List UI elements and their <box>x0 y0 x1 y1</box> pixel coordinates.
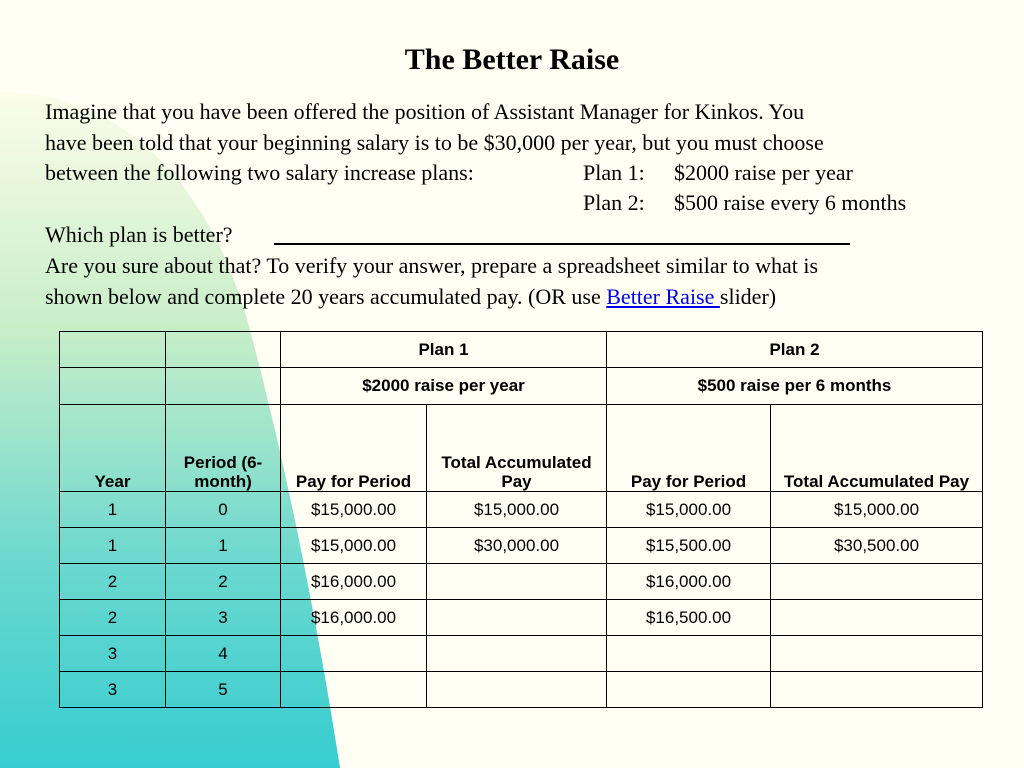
intro-line-7-end: slider) <box>719 284 777 309</box>
col-header-plan2-pay: Pay for Period <box>607 405 771 492</box>
cell-plan2-pay: $15,500.00 <box>607 528 771 564</box>
cell-plan2-total: $15,000.00 <box>771 492 983 528</box>
intro-line-1: Imagine that you have been offered the position of Assistant Manager for Kinkos. You <box>45 99 805 124</box>
col-header-plan2-total: Total Accumulated Pay <box>771 405 983 492</box>
intro-line-3: between the following two salary increase plans: <box>45 160 474 185</box>
cell-period: 1 <box>166 528 281 564</box>
table-row <box>60 672 983 708</box>
empty-cell <box>166 332 281 368</box>
cell-plan1-total <box>427 672 607 708</box>
col-header-period: Period (6-month) <box>166 405 281 492</box>
cell-year: 3 <box>60 636 166 672</box>
cell-period: 3 <box>166 600 281 636</box>
cell-plan2-pay: $16,000.00 <box>607 564 771 600</box>
plan-2-header: Plan 2 <box>607 332 983 368</box>
table-row <box>60 564 983 600</box>
better-raise-link[interactable]: Better Raise <box>606 284 720 309</box>
cell-plan1-total <box>427 564 607 600</box>
col-header-plan1-pay: Pay for Period <box>281 405 427 492</box>
intro-line-7 <box>45 281 985 312</box>
cell-plan1-pay <box>281 636 427 672</box>
plan-2-value: $500 raise every 6 months <box>674 190 907 215</box>
plan-2-description: $500 raise per 6 months <box>607 368 983 405</box>
cell-plan1-total: $30,000.00 <box>427 528 607 564</box>
column-header-row <box>60 405 983 492</box>
cell-plan2-total <box>771 600 983 636</box>
intro-line-6: Are you sure about that? To verify your answer, prepare a spreadsheet similar to what is <box>45 253 819 278</box>
cell-plan2-pay: $16,500.00 <box>607 600 771 636</box>
table-row <box>60 600 983 636</box>
empty-cell <box>60 368 166 405</box>
col-header-plan1-total: Total Accumulated Pay <box>427 405 607 492</box>
cell-plan1-pay: $15,000.00 <box>281 528 427 564</box>
cell-period: 0 <box>166 492 281 528</box>
table-row <box>60 636 983 672</box>
table-row <box>60 528 983 564</box>
cell-year: 3 <box>60 672 166 708</box>
question-line: Which plan is better? <box>45 222 233 247</box>
intro-line-2: have been told that your beginning salary is to be $30,000 per year, but you must choose <box>45 130 824 155</box>
plan-2-label: Plan 2: <box>583 190 645 215</box>
cell-plan2-pay: $15,000.00 <box>607 492 771 528</box>
cell-period: 5 <box>166 672 281 708</box>
cell-plan2-total <box>771 564 983 600</box>
slide-title: The Better Raise <box>404 43 620 76</box>
plan-1-header: Plan 1 <box>281 332 607 368</box>
answer-blank-line <box>274 243 850 245</box>
cell-plan2-pay <box>607 672 771 708</box>
cell-plan1-total <box>427 636 607 672</box>
plan-description-row <box>60 368 983 405</box>
empty-cell <box>60 332 166 368</box>
cell-plan1-pay <box>281 672 427 708</box>
cell-year: 2 <box>60 564 166 600</box>
cell-period: 2 <box>166 564 281 600</box>
raise-table <box>59 331 983 708</box>
cell-plan2-total: $30,500.00 <box>771 528 983 564</box>
plan-1-label: Plan 1: <box>583 160 645 185</box>
cell-plan2-pay <box>607 636 771 672</box>
table-row <box>60 492 983 528</box>
plan-1-description: $2000 raise per year <box>281 368 607 405</box>
cell-plan2-total <box>771 672 983 708</box>
intro-line-7-start: shown below and complete 20 years accumulated pay. (OR use <box>45 284 607 309</box>
cell-plan1-pay: $15,000.00 <box>281 492 427 528</box>
plan-header-row <box>60 332 983 368</box>
col-header-year: Year <box>60 405 166 492</box>
cell-year: 2 <box>60 600 166 636</box>
cell-plan1-total: $15,000.00 <box>427 492 607 528</box>
cell-plan1-total <box>427 600 607 636</box>
cell-year: 1 <box>60 492 166 528</box>
empty-cell <box>166 368 281 405</box>
cell-year: 1 <box>60 528 166 564</box>
cell-period: 4 <box>166 636 281 672</box>
cell-plan1-pay: $16,000.00 <box>281 600 427 636</box>
cell-plan1-pay: $16,000.00 <box>281 564 427 600</box>
plan-1-value: $2000 raise per year <box>674 160 853 185</box>
cell-plan2-total <box>771 636 983 672</box>
